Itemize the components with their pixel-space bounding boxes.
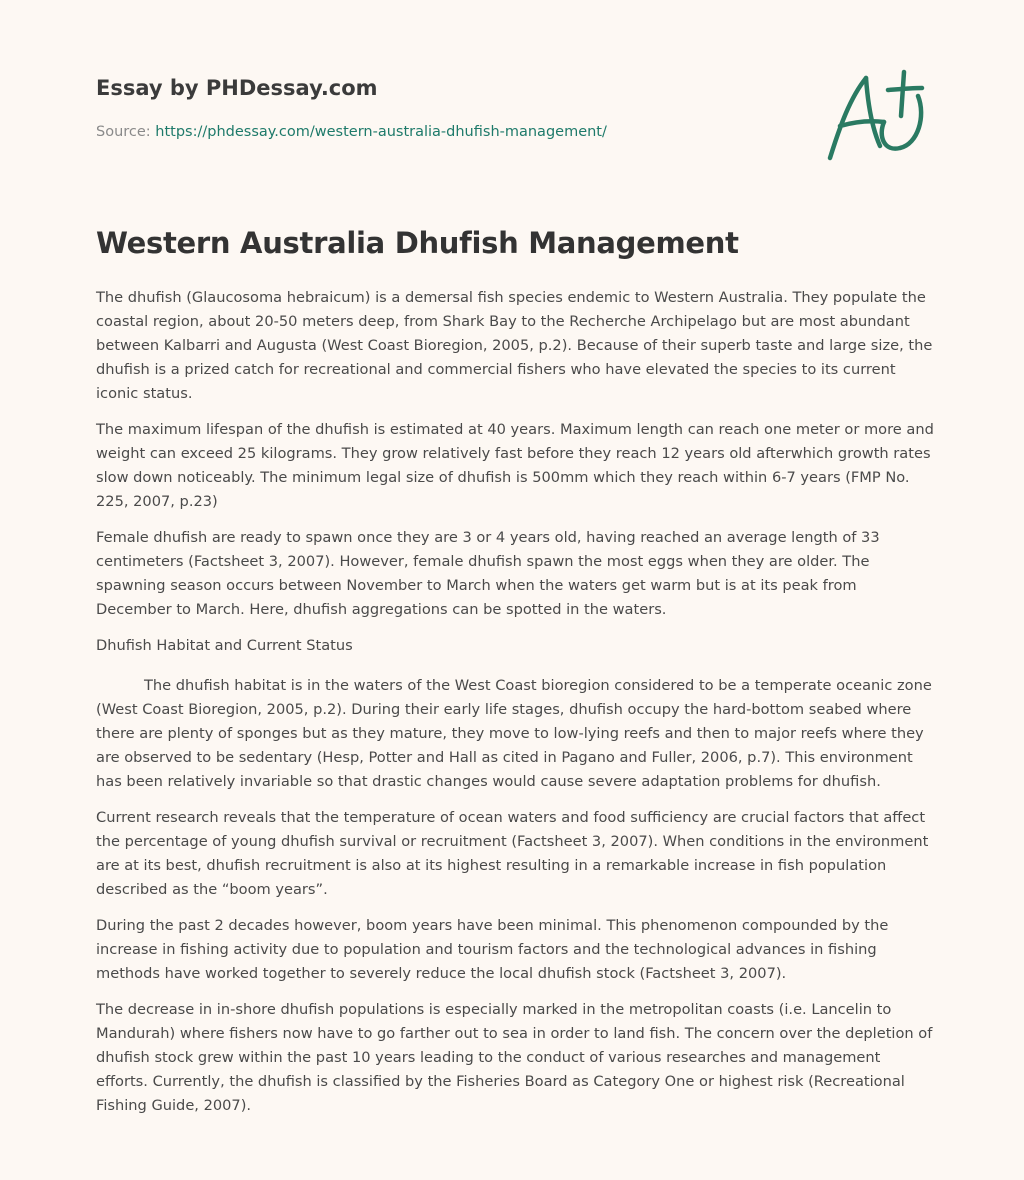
a-plus-logo [822, 66, 932, 166]
source-label: Source: [96, 124, 156, 140]
document-body [96, 286, 936, 1130]
source-line [96, 124, 607, 140]
section-heading: Dhufish Habitat and Current Status [96, 637, 353, 654]
source-link[interactable]: https://phdessay.com/western-australia-dhufish-management/ [155, 124, 607, 140]
site-title: Essay by PHDessay.com [96, 76, 378, 100]
paragraph: The dhufish habitat is in the waters of the West Coast bioregion considered to be a temperate oceanic zone (West Coast Bioregion, 2005, p.2). During their early life stages, dhufish occupy the hard-bottom seabed where there are plenty of sponges but as they mature, they move to low-lying reefs and then to major reefs where they are observed to be sedentary (Hesp, Potter and Hall as cited in Pagano and Fuller, 2006, p.7). This environment has been relatively invariable so that drastic changes would cause severe adaptation problems for dhufish. [96, 677, 932, 790]
paragraph: Current research reveals that the temperature of ocean waters and food sufficiency are crucial factors that affect the percentage of young dhufish survival or recruitment (Factsheet 3, 2007). When conditions in the environment are at its best, dhufish recruitment is also at its highest resulting in a remarkable increase in fish population described as the “boom years”. [96, 809, 929, 898]
paragraph: Female dhufish are ready to spawn once they are 3 or 4 years old, having reached an average length of 33 centimeters (Factsheet 3, 2007). However, female dhufish spawn the most eggs when they are older. The spawning season occurs between November to March when the waters get warm but is at its peak from December to March. Here, dhufish aggregations can be spotted in the waters. [96, 529, 880, 618]
paragraph: The maximum lifespan of the dhufish is estimated at 40 years. Maximum length can reach one meter or more and weight can exceed 25 kilograms. They grow relatively fast before they reach 12 years old afterwhich growth rates slow down noticeably. The minimum legal size of dhufish is 500mm which they reach within 6-7 years (FMP No. 225, 2007, p.23) [96, 421, 934, 510]
paragraph: The dhufish (Glaucosoma hebraicum) is a demersal fish species endemic to Western Australia. They populate the coastal region, about 20-50 meters deep, from Shark Bay to the Recherche Archipelago but are most abundant between Kalbarri and Augusta (West Coast Bioregion, 2005, p.2). Because of their superb taste and large size, the dhufish is a prized catch for recreational and commercial fishers who have elevated the species to its current iconic status. [96, 289, 933, 402]
paragraph: During the past 2 decades however, boom years have been minimal. This phenomenon compounded by the increase in fishing activity due to population and tourism factors and the technological advances in fishing methods have worked together to severely reduce the local dhufish stock (Factsheet 3, 2007). [96, 917, 889, 982]
paragraph: The decrease in in-shore dhufish populations is especially marked in the metropolitan coasts (i.e. Lancelin to Mandurah) where fishers now have to go farther out to sea in order to land fish. The concern over the depletion of dhufish stock grew within the past 10 years leading to the conduct of various researches and management efforts. Currently, the dhufish is classified by the Fisheries Board as Category One or highest risk (Recreational Fishing Guide, 2007). [96, 1001, 933, 1114]
document-title: Western Australia Dhufish Management [96, 226, 739, 260]
